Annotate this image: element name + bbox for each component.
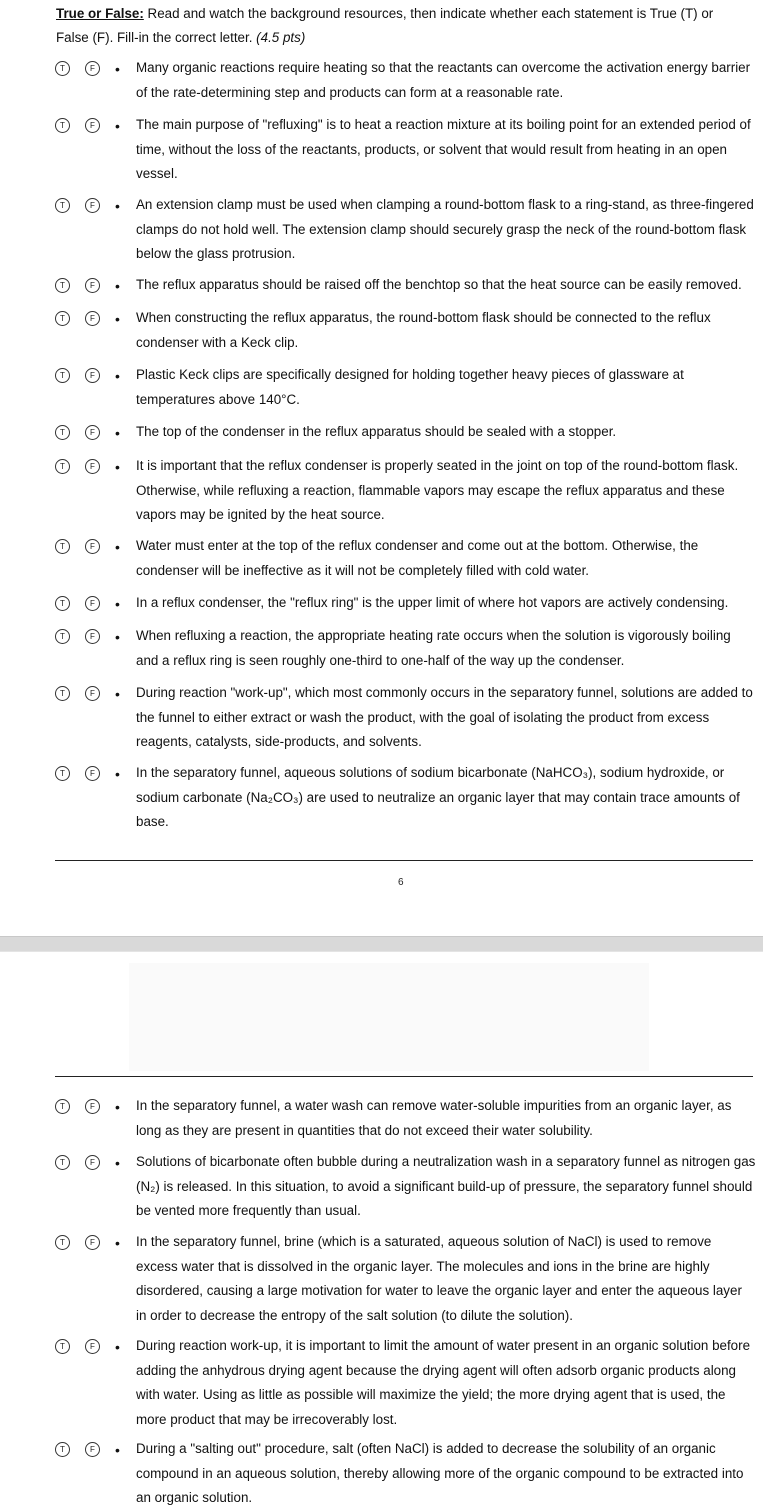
- bullet: •: [115, 368, 120, 384]
- answer-bubbles: [55, 596, 100, 611]
- question-statement: Water must enter at the top of the reflux condenser and come out at the bottom. Otherwise, the condenser will be ineffective as it will not be completely filled with cold water.: [136, 538, 699, 578]
- true-bubble[interactable]: T: [55, 686, 70, 701]
- answer-bubbles: [55, 1099, 100, 1114]
- false-bubble[interactable]: F: [85, 686, 100, 701]
- question-statement: The reflux apparatus should be raised off the benchtop so that the heat source can be easily removed.: [136, 277, 742, 292]
- true-bubble[interactable]: T: [55, 118, 70, 133]
- true-bubble[interactable]: T: [55, 1442, 70, 1457]
- false-bubble[interactable]: F: [85, 1155, 100, 1170]
- bullet: •: [115, 629, 120, 645]
- false-bubble[interactable]: F: [85, 1235, 100, 1250]
- answer-bubbles: [55, 459, 100, 474]
- question-statement: Many organic reactions require heating so that the reactants can overcome the activation energy barrier of the rate-determining step and products can form at a reasonable rate.: [136, 60, 751, 100]
- question-statement: In the separatory funnel, a water wash can remove water-soluble impurities from an organic layer, as long as they are present in quantities that do not exceed their water solubility.: [136, 1098, 732, 1138]
- false-bubble[interactable]: F: [85, 459, 100, 474]
- answer-bubbles: [55, 1155, 100, 1170]
- true-bubble[interactable]: T: [55, 539, 70, 554]
- answer-bubbles: [55, 61, 100, 76]
- bullet: •: [115, 1442, 120, 1458]
- answer-bubbles: [55, 368, 100, 383]
- question-statement: When constructing the reflux apparatus, the round-bottom flask should be connected to the reflux condenser with a Keck clip.: [136, 310, 711, 350]
- true-bubble[interactable]: T: [55, 61, 70, 76]
- question-statement: During reaction work-up, it is important to limit the amount of water present in an organic solution before adding the anhydrous drying agent because the drying agent will often adsorb organic products along with water. Using as little as possible will maximize the yield; the more drying agent that is used, the more product that may be irrecoverably lost.: [136, 1338, 751, 1427]
- bullet: •: [115, 686, 120, 702]
- bullet: •: [115, 596, 120, 612]
- bullet: •: [115, 459, 120, 475]
- answer-bubbles: [55, 686, 100, 701]
- instructions: [56, 2, 746, 50]
- section-heading: True or False:: [56, 6, 144, 21]
- true-bubble[interactable]: T: [55, 596, 70, 611]
- question-statement: An extension clamp must be used when clamping a round-bottom flask to a ring-stand, as three-fingered clamps do not hold well. The extension clamp should securely grasp the neck of the round-bottom flask below the glass protrusion.: [136, 197, 754, 261]
- false-bubble[interactable]: F: [85, 278, 100, 293]
- bullet: •: [115, 425, 120, 441]
- question-statement: It is important that the reflux condenser is properly seated in the joint on top of the round-bottom flask. Otherwise, while refluxing a reaction, flammable vapors may escape the reflux apparatus and these vapors may be ignited by the heat source.: [136, 458, 739, 522]
- answer-bubbles: [55, 629, 100, 644]
- header-rule: [55, 1076, 753, 1077]
- answer-bubbles: [55, 118, 100, 133]
- true-bubble[interactable]: T: [55, 1155, 70, 1170]
- false-bubble[interactable]: F: [85, 1099, 100, 1114]
- question-statement: In the separatory funnel, brine (which is a saturated, aqueous solution of NaCl) is used to remove excess water that is dissolved in the organic layer. The molecules and ions in the brine are highly disordered, causing a large motivation for water to leave the organic layer and enter the aqueous layer in order to decrease the entropy of the salt solution (to dilute the solution).: [136, 1234, 742, 1323]
- answer-bubbles: [55, 425, 100, 440]
- bullet: •: [115, 539, 120, 555]
- question-statement: Solutions of bicarbonate often bubble during a neutralization wash in a separatory funnel as nitrogen gas (N₂) is released. In this situation, to avoid a significant build-up of pressure, the separatory funnel should be vented more frequently than usual.: [136, 1154, 756, 1218]
- page-number: 6: [398, 877, 404, 888]
- true-bubble[interactable]: T: [55, 425, 70, 440]
- bullet: •: [115, 278, 120, 294]
- false-bubble[interactable]: F: [85, 1442, 100, 1457]
- question-statement: During a "salting out" procedure, salt (often NaCl) is added to decrease the solubility of an organic compound in an aqueous solution, thereby allowing more of the organic compound to be extracted into an organic solution.: [136, 1441, 744, 1505]
- bullet: •: [115, 1235, 120, 1251]
- false-bubble[interactable]: F: [85, 1339, 100, 1354]
- true-bubble[interactable]: T: [55, 198, 70, 213]
- question-statement: The top of the condenser in the reflux apparatus should be sealed with a stopper.: [136, 424, 617, 439]
- bullet: •: [115, 1339, 120, 1355]
- bullet: •: [115, 198, 120, 214]
- question-statement: The main purpose of "refluxing" is to heat a reaction mixture at its boiling point for an extended period of time, without the loss of the reactants, products, or solvent that would result from heating in an open vessel.: [136, 117, 751, 181]
- false-bubble[interactable]: F: [85, 596, 100, 611]
- true-bubble[interactable]: T: [55, 1235, 70, 1250]
- false-bubble[interactable]: F: [85, 368, 100, 383]
- true-bubble[interactable]: T: [55, 459, 70, 474]
- false-bubble[interactable]: F: [85, 425, 100, 440]
- false-bubble[interactable]: F: [85, 766, 100, 781]
- answer-bubbles: [55, 1442, 100, 1457]
- page-header-blank: [129, 963, 649, 1071]
- true-bubble[interactable]: T: [55, 629, 70, 644]
- answer-bubbles: [55, 766, 100, 781]
- bullet: •: [115, 61, 120, 77]
- false-bubble[interactable]: F: [85, 118, 100, 133]
- answer-bubbles: [55, 539, 100, 554]
- footer-rule: [55, 860, 753, 861]
- false-bubble[interactable]: F: [85, 311, 100, 326]
- page-separator: [0, 936, 763, 952]
- question-statement: When refluxing a reaction, the appropriate heating rate occurs when the solution is vigorously boiling and a reflux ring is seen roughly one-third to one-half of the way up the condenser.: [136, 628, 731, 668]
- true-bubble[interactable]: T: [55, 311, 70, 326]
- points-label: (4.5 pts): [256, 30, 306, 45]
- question-statement: In a reflux condenser, the "reflux ring" is the upper limit of where hot vapors are actively condensing.: [136, 595, 729, 610]
- bullet: •: [115, 766, 120, 782]
- true-bubble[interactable]: T: [55, 766, 70, 781]
- bullet: •: [115, 311, 120, 327]
- false-bubble[interactable]: F: [85, 629, 100, 644]
- question-statement: During reaction "work-up", which most commonly occurs in the separatory funnel, solutions are added to the funnel to either extract or wash the product, with the goal of isolating the product from excess reagents, catalysts, side-products, and solvents.: [136, 685, 753, 749]
- false-bubble[interactable]: F: [85, 198, 100, 213]
- answer-bubbles: [55, 1235, 100, 1250]
- bullet: •: [115, 118, 120, 134]
- answer-bubbles: [55, 311, 100, 326]
- false-bubble[interactable]: F: [85, 61, 100, 76]
- false-bubble[interactable]: F: [85, 539, 100, 554]
- true-bubble[interactable]: T: [55, 1099, 70, 1114]
- true-bubble[interactable]: T: [55, 278, 70, 293]
- question-statement: In the separatory funnel, aqueous solutions of sodium bicarbonate (NaHCO₃), sodium hydroxide, or sodium carbonate (Na₂CO₃) are used to neutralize an organic layer that may contain trace amounts of base.: [136, 765, 740, 829]
- bullet: •: [115, 1099, 120, 1115]
- answer-bubbles: [55, 1339, 100, 1354]
- answer-bubbles: [55, 198, 100, 213]
- true-bubble[interactable]: T: [55, 368, 70, 383]
- answer-bubbles: [55, 278, 100, 293]
- question-statement: Plastic Keck clips are specifically designed for holding together heavy pieces of glassware at temperatures above 140°C.: [136, 367, 684, 407]
- true-bubble[interactable]: T: [55, 1339, 70, 1354]
- bullet: •: [115, 1155, 120, 1171]
- instructions-text: Read and watch the background resources, then indicate whether each statement is True (T) or False (F). Fill-in the correct letter.: [56, 6, 714, 45]
